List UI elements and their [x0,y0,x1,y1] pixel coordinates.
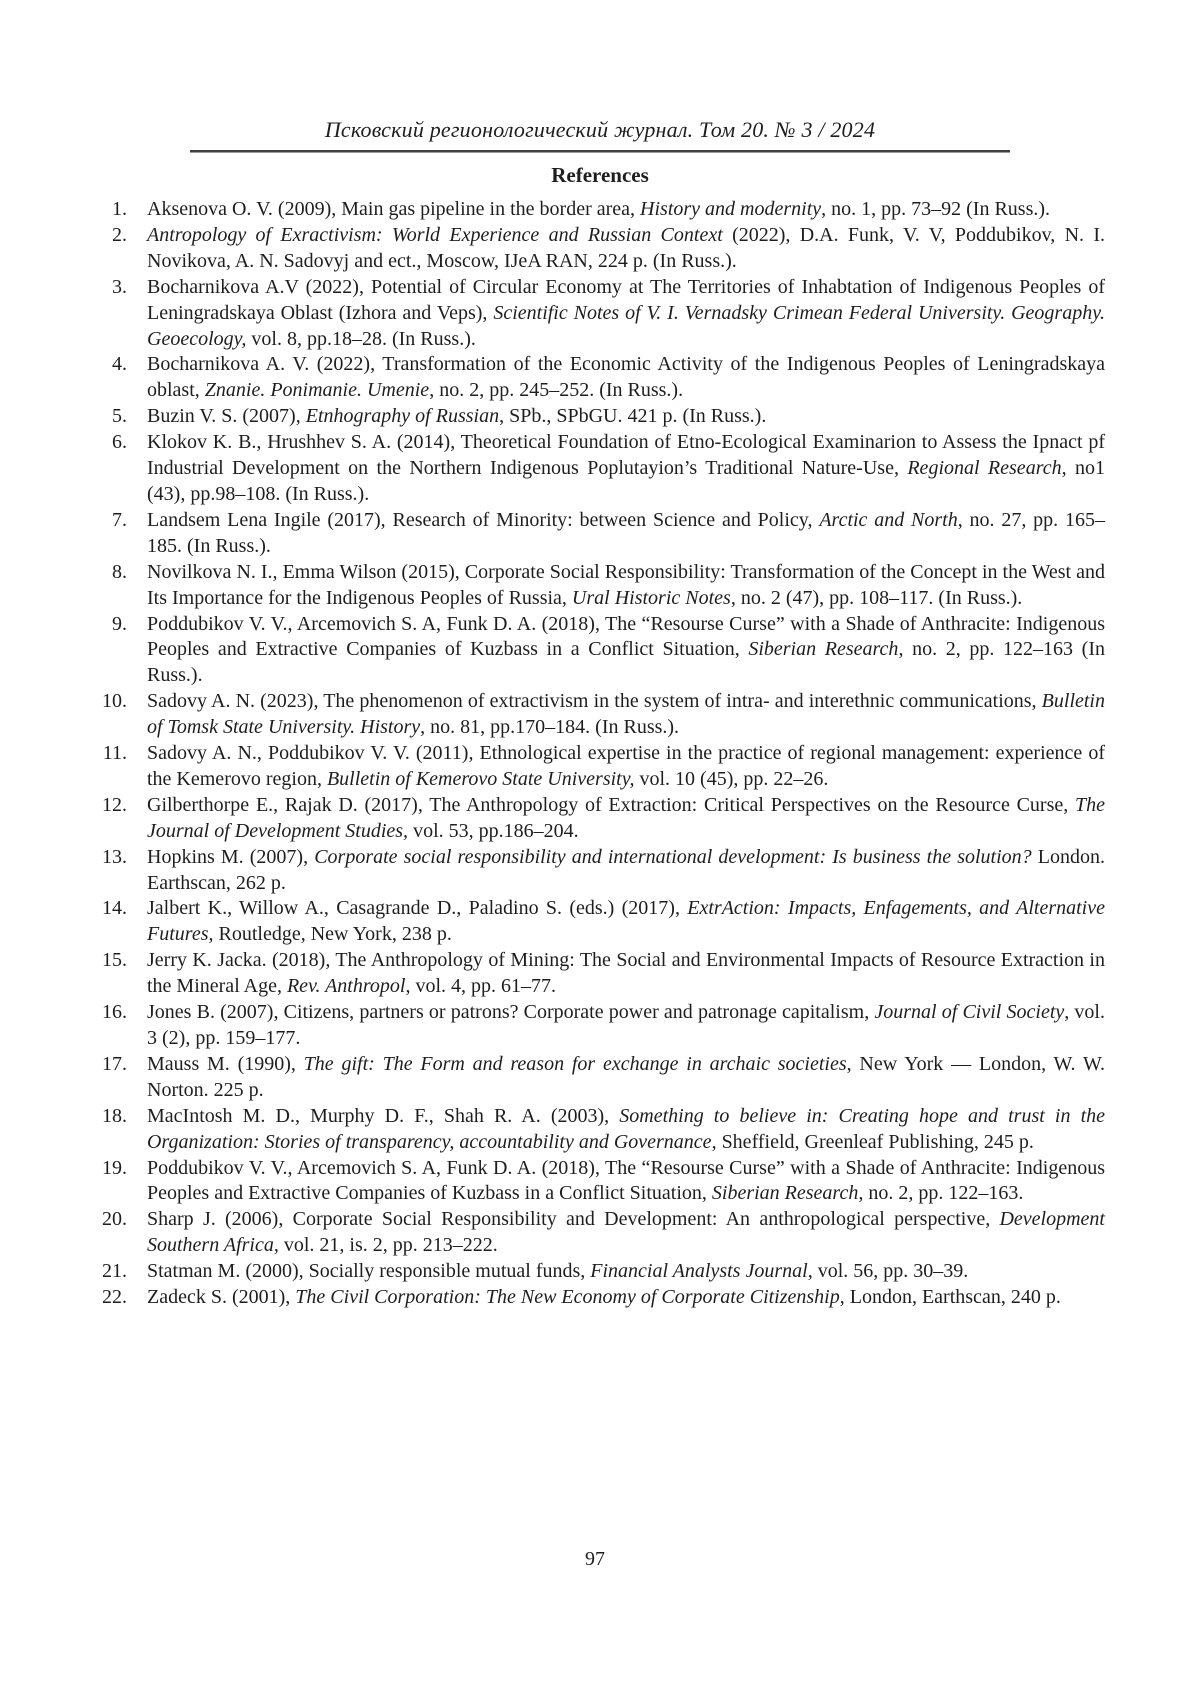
reference-number: 18. [102,1104,127,1127]
reference-number: 22. [102,1286,127,1309]
reference-item [95,845,1105,897]
reference-text: Sharp J. (2006), Corporate Social Responsibility and Development: An anthropological perspective, Development Southern Africa, vol. 21, is. 2, pp. 213–222. [147,1208,1105,1257]
reference-text: Statman M. (2000), Socially responsible mutual funds, Financial Analysts Journal, vol. 56, pp. 30–39. [147,1260,969,1283]
reference-number: 14. [102,897,127,920]
reference-number: 17. [102,1052,127,1075]
reference-number: 20. [102,1208,127,1231]
reference-text: Gilberthorpe E., Rajak D. (2017), The Anthropology of Extraction: Critical Perspectives on the Resource Curse, The Journal of Development Studies, vol. 53, pp.186–204. [147,793,1105,842]
reference-text: Jerry K. Jacka. (2018), The Anthropology of Mining: The Social and Environmental Impacts of Resource Extraction in the Mineral Age, Rev. Anthropol, vol. 4, pp. 61–77. [147,949,1105,998]
reference-number: 7. [112,508,127,531]
reference-number: 5. [112,405,127,428]
reference-text: Hopkins M. (2007), Corporate social responsibility and international development: Is business the solution? London. Earthscan, 262 p. [147,845,1106,894]
reference-item [95,1104,1105,1156]
reference-item [95,275,1105,353]
reference-text: Bocharnikova A. V. (2022), Transformation of the Economic Activity of the Indigenous Peoples of Leningradskaya oblast, Znanie. Ponimanie. Umenie, no. 2, pp. 245–252. (In Russ.). [147,353,1105,402]
reference-number: 10. [102,690,127,713]
reference-item [95,1000,1105,1052]
journal-running-head: Псковский регионологический журнал. Том 20. № 3 / 2024 [324,117,876,142]
reference-text: Novilkova N. I., Emma Wilson (2015), Corporate Social Responsibility: Transformation of the Concept in the West and Its Importance for the Indigenous Peoples of Russia, Ural Historic Notes, no. 2 (47), pp. 108–117. (In Russ.). [147,560,1105,609]
reference-item [95,560,1105,612]
reference-text: MacIntosh M. D., Murphy D. F., Shah R. A. (2003), Something to believe in: Creating hope and trust in the Organization: Stories of transparency, accountability and Governance, Sheffield, Greenleaf Publishing, 245 p. [147,1104,1105,1153]
page-number: 97 [585,1548,605,1570]
reference-number: 12. [102,793,127,816]
reference-number: 15. [102,949,127,972]
reference-number: 4. [112,353,127,376]
reference-item [95,404,1105,430]
reference-number: 3. [112,275,127,298]
reference-number: 11. [102,742,127,765]
reference-text: Landsem Lena Ingile (2017), Research of Minority: between Science and Policy, Arctic and North, no. 27, pp. 165–185. (In Russ.). [147,508,1105,557]
reference-text: Antropology of Exractivism: World Experience and Russian Context (2022), D.A. Funk, V. V, Poddubikov, N. I. Novikova, A. N. Sadovyj and ect., Moscow, IJeA RAN, 224 p. (In Russ.). [147,223,1105,272]
reference-number: 16. [102,1001,127,1024]
reference-text: Poddubikov V. V., Arcemovich S. A, Funk D. A. (2018), The “Resourse Curse” with a Shade of Anthracite: Indigenous Peoples and Extractive Companies of Kuzbass in a Conflict Situation, Siberian Research, no. 2, pp. 122–163 (In Russ.). [147,612,1105,687]
reference-number: 9. [112,612,127,635]
reference-text: Aksenova O. V. (2009), Main gas pipeline in the border area, History and modernity, no. 1, pp. 73–92 (In Russ.). [147,198,1051,220]
reference-item [95,352,1105,404]
reference-text: Mauss M. (1990), The gift: The Form and reason for exchange in archaic societies, New York — London, W. W. Norton. 225 p. [147,1052,1105,1101]
reference-item [95,612,1105,690]
reference-item [95,948,1105,1000]
reference-item [95,197,1105,223]
reference-number: 2. [112,223,127,246]
reference-item [95,1285,1105,1311]
reference-text: Bocharnikova A.V (2022), Potential of Circular Economy at The Territories of Inhabtation of Indigenous Peoples of Leningradskaya Oblast (Izhora and Veps), Scientific Notes of V. I. Vernadsky Crimean Federal University. Geography. Geoecology, vol. 8, pp.18–28. (In Russ.). [147,275,1105,350]
reference-item [95,1052,1105,1104]
reference-item [95,508,1105,560]
header-rule [190,150,1010,153]
reference-text: Zadeck S. (2001), The Civil Corporation: The New Economy of Corporate Citizenship, London, Earthscan, 240 p. [147,1286,1061,1309]
reference-item [95,793,1105,845]
reference-item [95,1259,1105,1285]
reference-item [95,741,1105,793]
reference-text: Poddubikov V. V., Arcemovich S. A, Funk D. A. (2018), The “Resourse Curse” with a Shade of Anthracite: Indigenous Peoples and Extractive Companies of Kuzbass in a Conflict Situation, Siberian Research, no. 2, pp. 122–163. [147,1156,1105,1205]
reference-item [95,689,1105,741]
reference-text: Buzin V. S. (2007), Etnhography of Russian, SPb., SPbGU. 421 p. (In Russ.). [147,405,767,428]
reference-number: 21. [102,1260,127,1283]
reference-number: 1. [112,198,127,220]
reference-text: Sadovy A. N., Poddubikov V. V. (2011), Ethnological expertise in the practice of regional management: experience of the Kemerovo region, Bulletin of Kemerovo State University, vol. 10 (45), pp. 22–26. [147,742,1105,790]
reference-item [95,223,1105,275]
reference-number: 6. [112,431,127,454]
reference-text: Jalbert K., Willow A., Casagrande D., Paladino S. (eds.) (2017), ExtrAction: Impacts, Enfagements, and Alternative Futures, Routledge, New York, 238 p. [147,897,1105,946]
reference-number: 13. [102,845,127,868]
reference-text: Jones B. (2007), Citizens, partners or patrons? Corporate power and patronage capitalism, Journal of Civil Society, vol. 3 (2), pp. 159–177. [147,1001,1105,1049]
reference-text: Klokov K. B., Hrushhev S. A. (2014), Theoretical Foundation of Etno-Ecological Examinarion to Assess the Ipnact pf Industrial Development on the Northern Indigenous Poplutayion’s Traditional Nature-Use, Regional Research, no1 (43), pp.98–108. (In Russ.). [147,431,1105,505]
reference-item [95,896,1105,948]
reference-item [95,1156,1105,1208]
reference-number: 8. [112,560,127,583]
reference-item [95,1207,1105,1259]
reference-text: Sadovy A. N. (2023), The phenomenon of extractivism in the system of intra- and interethnic communications, Bulletin of Tomsk State University. History, no. 81, pp.170–184. (In Russ.). [147,690,1105,739]
reference-item [95,430,1105,508]
reference-number: 19. [102,1156,127,1179]
references-list [95,197,1105,1311]
references-title: References [551,163,649,187]
